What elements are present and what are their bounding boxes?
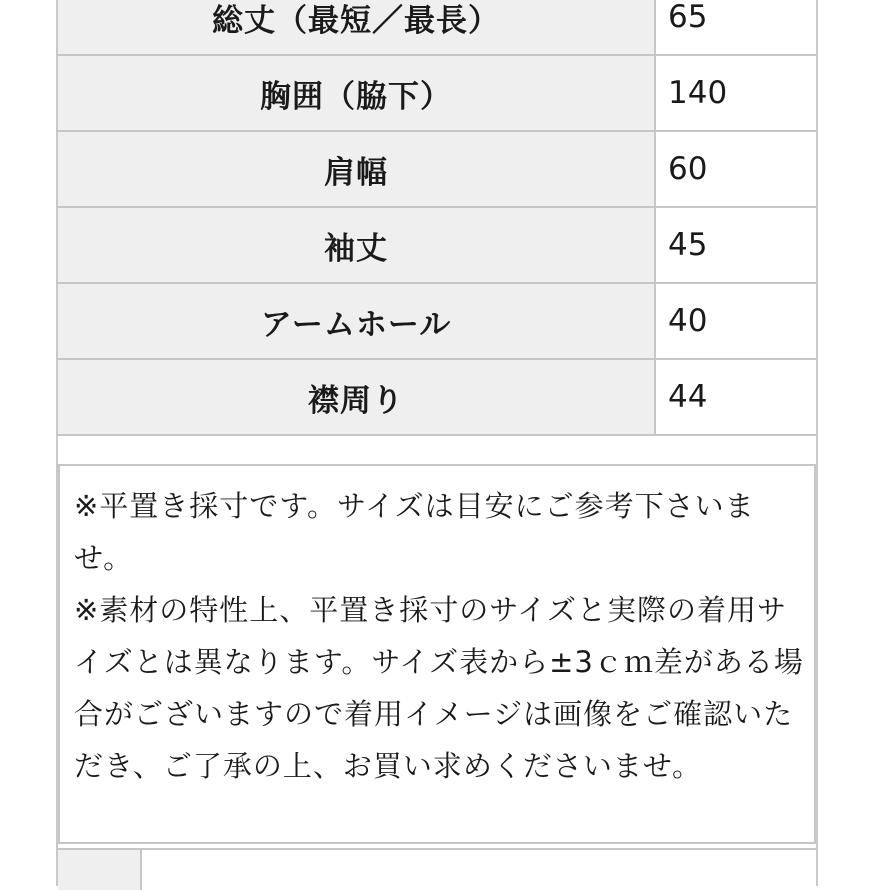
row-value: 44: [656, 360, 816, 436]
note-size-difference: ※素材の特性上、平置き採寸のサイズと実際の着用サイズとは異なります。サイズ表から±3ｃｍ差がある場合がございますので着用イメージは画像をご確認いただき、ご了承の上、お買い求めくださいませ。: [74, 593, 804, 783]
row-label: 総丈（最短／最長）: [58, 0, 656, 56]
table-row: [58, 284, 816, 360]
row-value: 40: [656, 284, 816, 360]
row-label: 襟周り: [58, 360, 656, 436]
table-row: [58, 208, 816, 284]
row-label: 胸囲（脇下）: [58, 56, 656, 132]
row-value: 65: [656, 0, 816, 56]
next-table-row-partial: [58, 848, 816, 890]
table-row: [58, 56, 816, 132]
row-value: 140: [656, 56, 816, 132]
row-value: 60: [656, 132, 816, 208]
row-value: 45: [656, 208, 816, 284]
note-flat-measurement: ※平置き採寸です。サイズは目安にご参考下さいませ。: [74, 489, 755, 575]
row-label: 袖丈: [58, 208, 656, 284]
size-table: [58, 0, 816, 436]
size-notes: [58, 464, 816, 844]
table-row: [58, 0, 816, 56]
partial-label-cell: [58, 850, 142, 890]
row-label: アームホール: [58, 284, 656, 360]
table-row: [58, 132, 816, 208]
row-label: 肩幅: [58, 132, 656, 208]
partial-value-cell: [142, 850, 816, 890]
table-row: [58, 360, 816, 436]
